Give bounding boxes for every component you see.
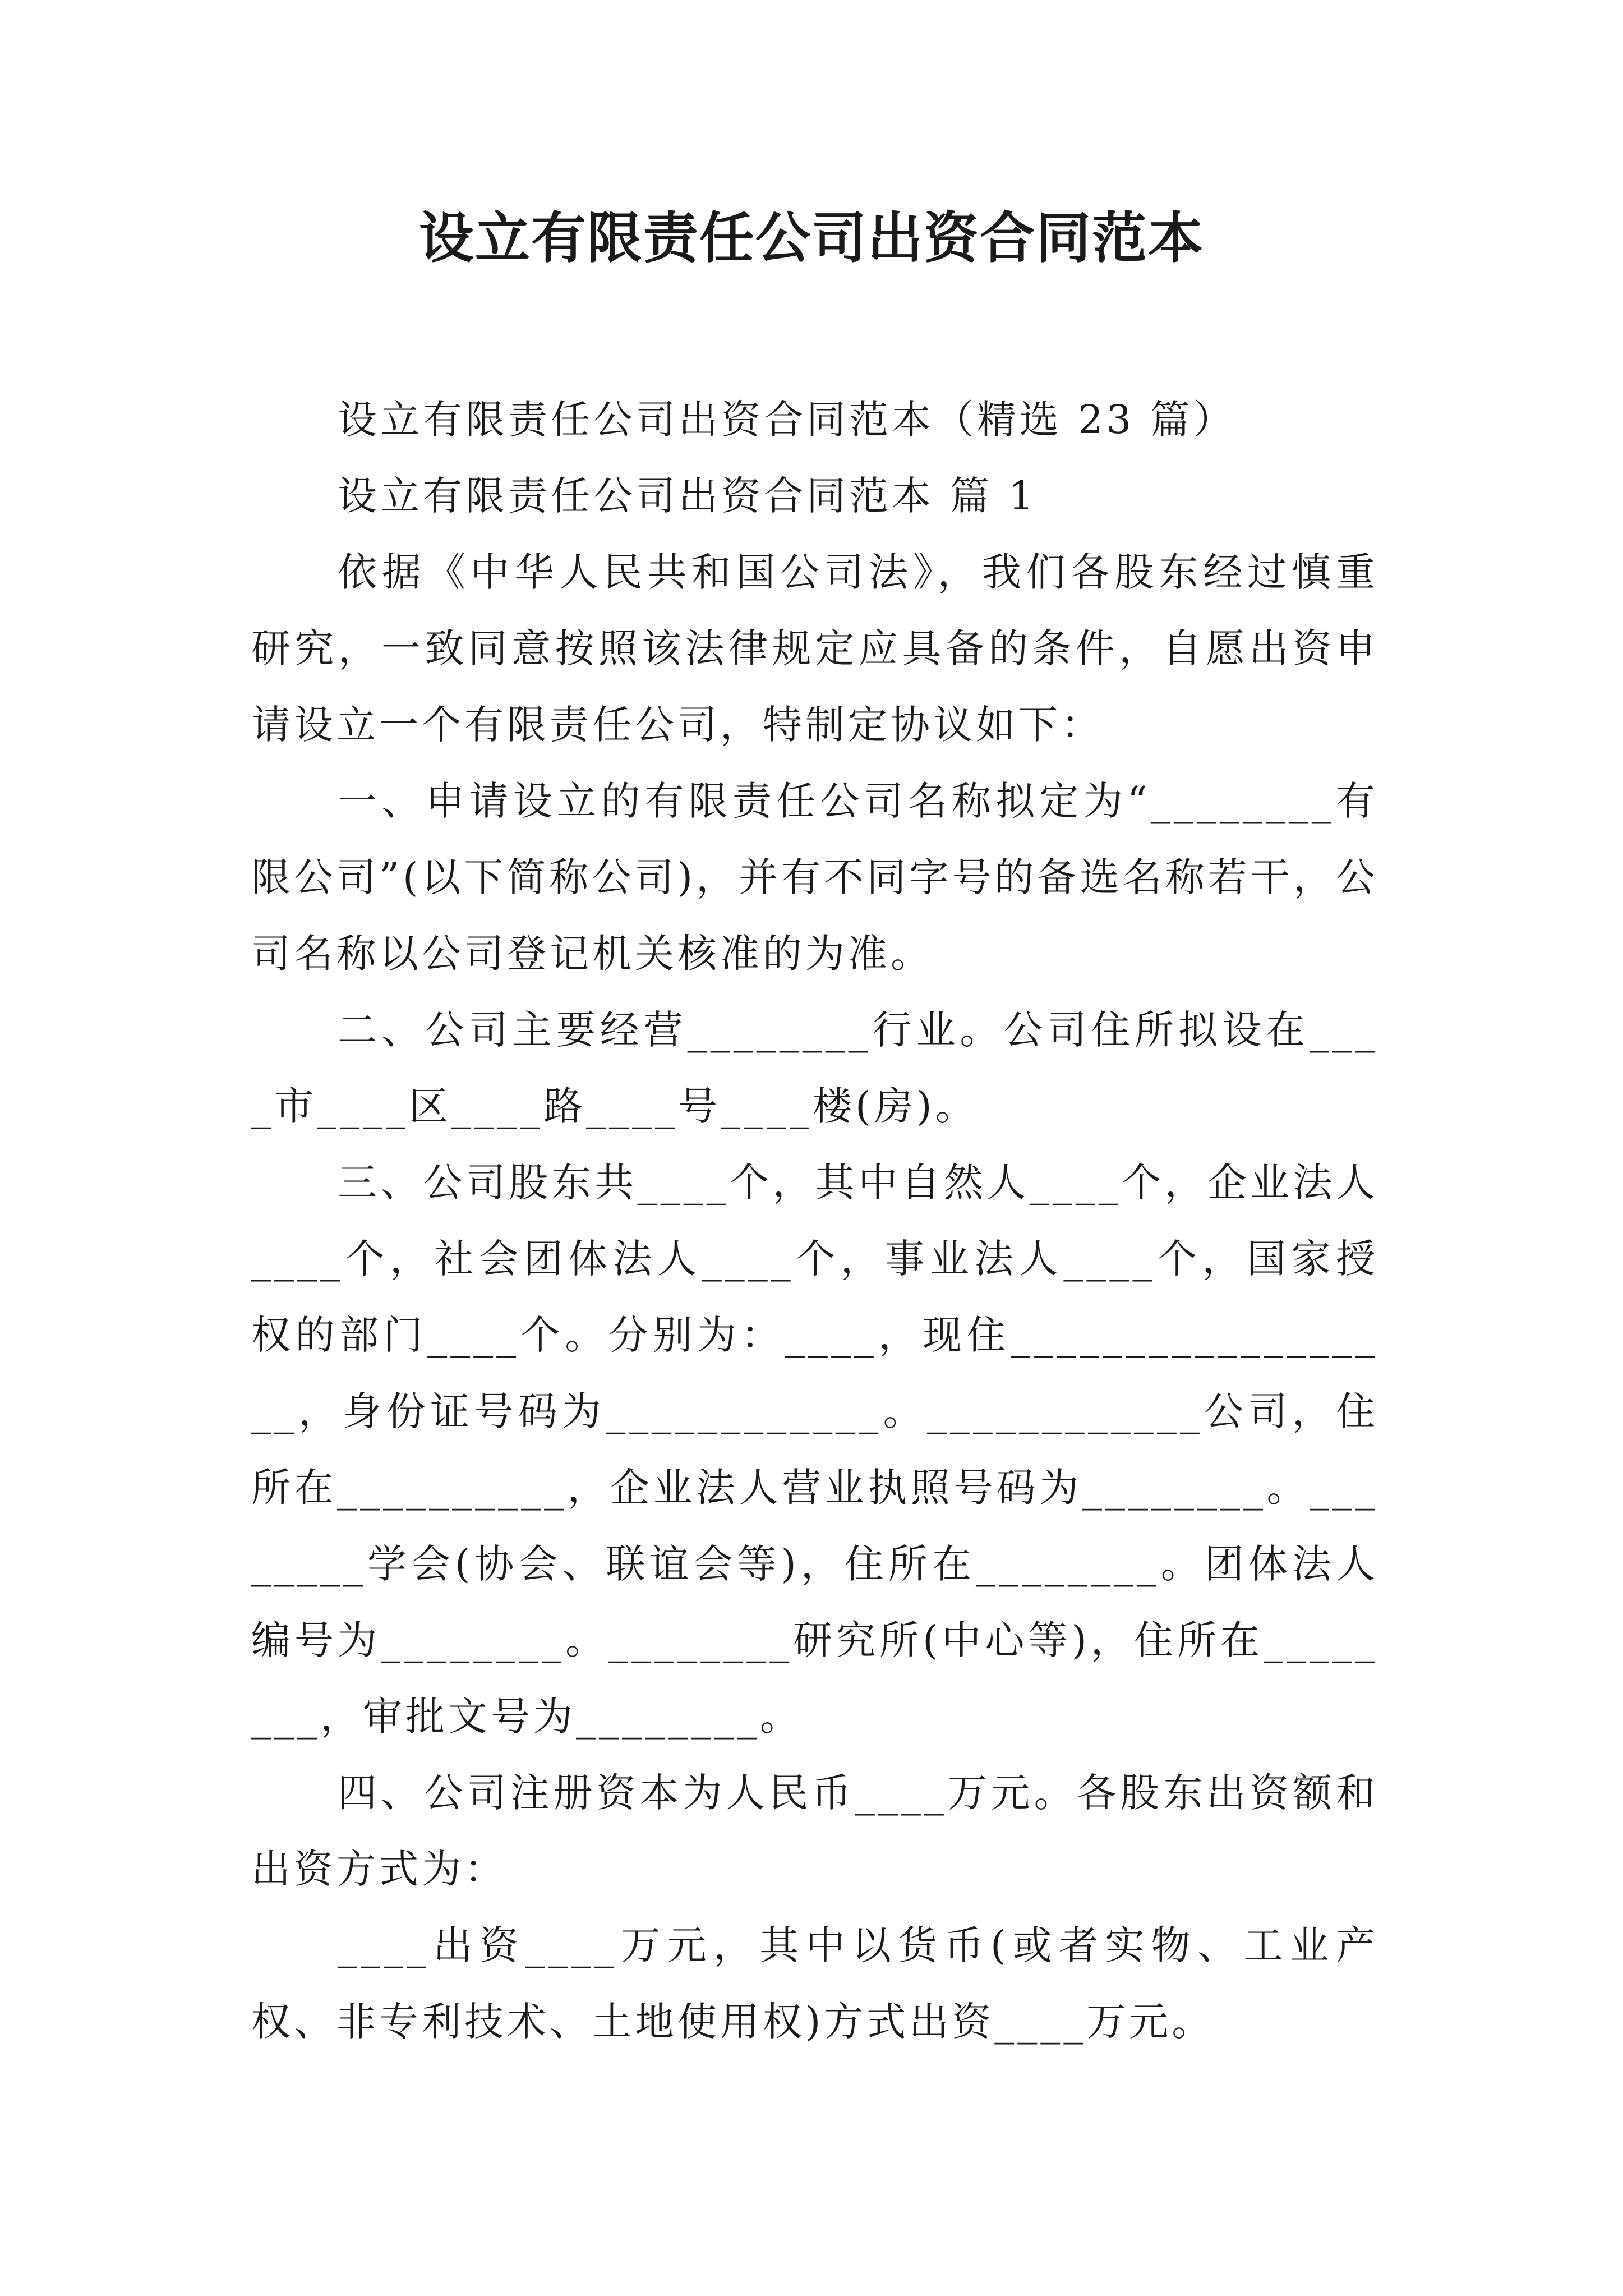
contribution-paragraph: ____出资____万元，其中以货币(或者实物、工业产权、非专利技术、土地使用权)方式出资____万元。 [251, 1922, 1378, 2045]
subtitle-paragraph: 设立有限责任公司出资合同范本（精选 23 篇） [338, 397, 1236, 443]
clause-1-paragraph: 一、申请设立的有限责任公司名称拟定为“________有限公司”(以下简称公司)，并有不同字号的备选名称若干，公司名称以公司登记机关核准的为准。 [251, 778, 1378, 977]
document-body [251, 381, 1378, 2060]
clause-3-paragraph: 三、公司股东共____个，其中自然人____个，企业法人____个，社会团体法人____个，事业法人____个，国家授权的部门____个。分别为：____，现住__________________，身份证号码为____________。____________公司，住所在__________，企业法人营业执照号码为________。________学会(协会、联谊会等)，住所在________。团体法人编号为________。________研究所(中心等)，住所在________，审批文号为________。 [251, 1159, 1378, 1740]
section-heading: 设立有限责任公司出资合同范本 篇 1 [338, 473, 1038, 519]
clause-2-paragraph: 二、公司主要经营________行业。公司住所拟设在____市____区____路____号____楼(房)。 [251, 1007, 1378, 1129]
clause-4-paragraph: 四、公司注册资本为人民币____万元。各股东出资额和出资方式为： [251, 1770, 1378, 1892]
document-title: 设立有限责任公司出资合同范本 [418, 206, 1204, 270]
intro-paragraph: 依据《中华人民共和国公司法》，我们各股东经过慎重研究，一致同意按照该法律规定应具备的条件，自愿出资申请设立一个有限责任公司，特制定协议如下： [251, 549, 1378, 748]
